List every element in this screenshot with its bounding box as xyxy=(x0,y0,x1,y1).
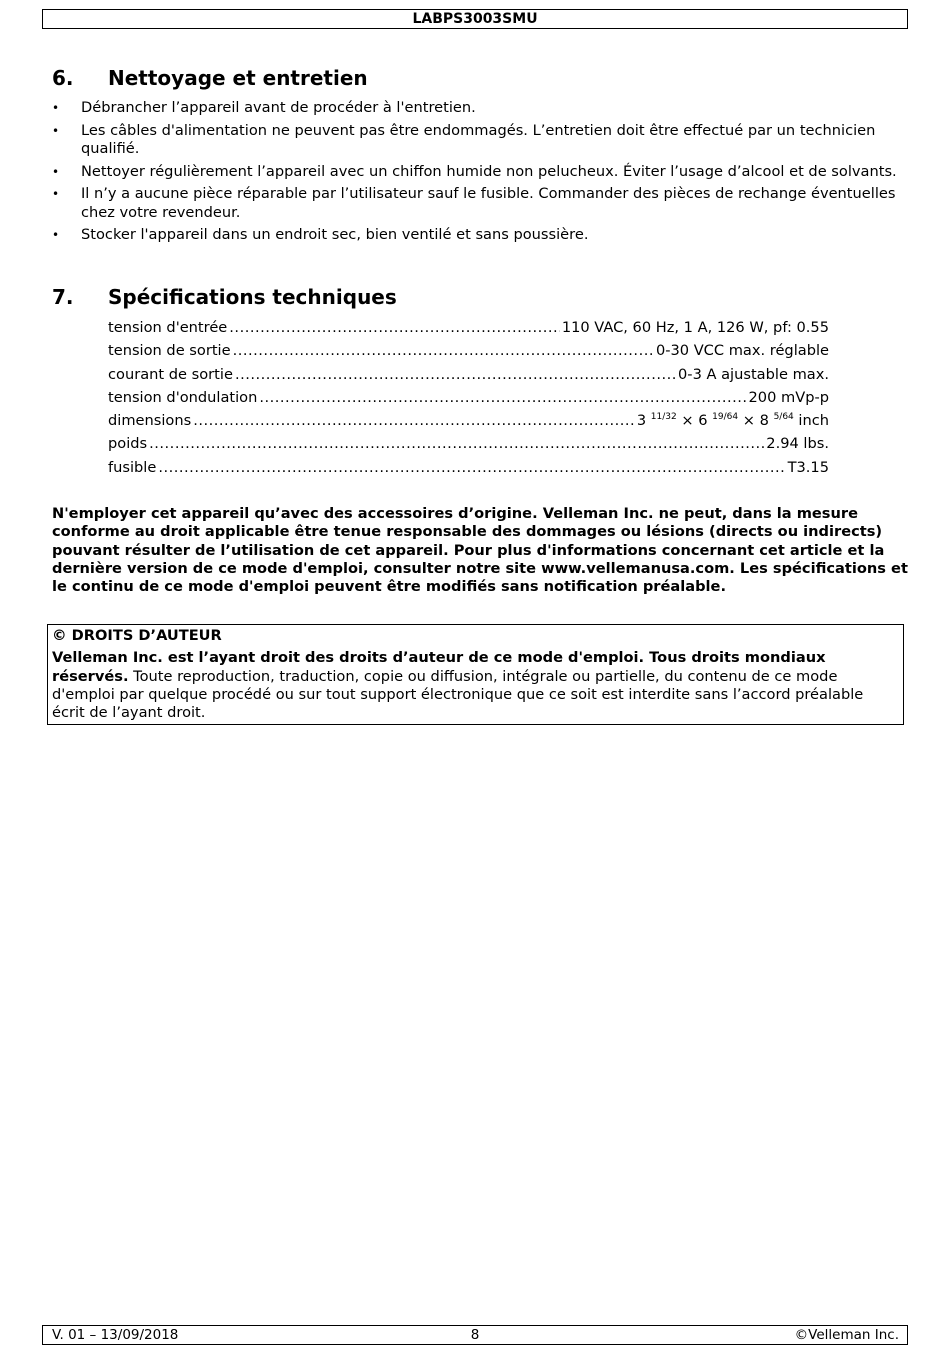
maintenance-list xyxy=(52,99,902,249)
leader-dots xyxy=(158,459,785,476)
copyright-lead: Velleman Inc. est l’ayant droit des droits d’auteur de ce mode d'emploi. Tous droits mondiaux réservés. xyxy=(52,649,826,685)
list-item: • Stocker l'appareil dans un endroit sec, bien ventilé et sans poussière. xyxy=(52,226,902,245)
model-name: LABPS3003SMU xyxy=(412,11,538,27)
leader-dots xyxy=(149,435,764,452)
spec-label: tension d'entrée xyxy=(108,319,228,336)
times-sign: × xyxy=(742,412,755,430)
copyright-box xyxy=(47,624,904,725)
section-7-number: 7. xyxy=(52,285,74,309)
dim-depth-fraction: 19/64 xyxy=(712,412,739,423)
dim-width-fraction: 11/32 xyxy=(650,412,677,423)
spec-value: T3.15 xyxy=(787,458,829,476)
section-6-heading xyxy=(52,66,368,90)
spec-label: poids xyxy=(108,435,148,453)
spec-label: fusible xyxy=(108,458,157,476)
page-number: 8 xyxy=(470,1327,480,1343)
specifications-table xyxy=(108,319,829,482)
spec-label: tension de sortie xyxy=(108,342,231,360)
spec-row-output-current xyxy=(108,366,829,389)
spec-row-dimensions xyxy=(108,412,829,435)
spec-row-fuse xyxy=(108,459,829,482)
times-sign: × xyxy=(681,412,694,430)
list-item: • Les câbles d'alimentation ne peuvent pas être endommagés. L’entretien doit être effectué par un technicien qualifié. xyxy=(52,122,902,159)
copyright-body: Toute reproduction, traduction, copie ou diffusion, intégrale ou partielle, du contenu de ce mode d'emploi par quelque procédé ou sur tout support électronique que ce soit est interdite sans l’accord préalable écrit de l’ayant droit. xyxy=(52,667,864,722)
spec-label: tension d'ondulation xyxy=(108,388,258,406)
leader-dots xyxy=(233,342,654,359)
page-footer xyxy=(42,1325,908,1345)
dim-depth: 6 xyxy=(698,412,708,430)
spec-value: 200 mVp-p xyxy=(748,388,829,406)
section-6-title: Nettoyage et entretien xyxy=(108,66,368,90)
leader-dots xyxy=(229,319,560,336)
spec-value: 2.94 lbs. xyxy=(766,435,829,453)
spec-value: 110 VAC, 60 Hz, 1 A, 126 W, pf: 0.55 xyxy=(561,319,829,336)
spec-value xyxy=(637,412,829,429)
copyright-text xyxy=(52,649,899,722)
list-item: • Nettoyer régulièrement l’appareil avec un chiffon humide non pelucheux. Éviter l’usage d’alcool et de solvants. xyxy=(52,163,902,182)
leader-dots xyxy=(259,389,746,406)
leader-dots xyxy=(235,366,676,383)
section-7-title: Spécifications techniques xyxy=(108,285,397,309)
spec-row-output-voltage xyxy=(108,342,829,365)
spec-label: dimensions xyxy=(108,412,192,430)
copyright-brand: ©Velleman Inc. xyxy=(794,1327,899,1343)
list-item: • Il n’y a aucune pièce réparable par l’utilisateur sauf le fusible. Commander des pièces de rechange éventuelles chez votre revendeur. xyxy=(52,185,902,222)
spec-row-input-voltage xyxy=(108,319,829,342)
version-date: V. 01 – 13/09/2018 xyxy=(52,1327,179,1343)
spec-value: 0-3 A ajustable max. xyxy=(678,365,829,383)
spec-row-weight xyxy=(108,435,829,458)
dim-height: 8 xyxy=(759,412,769,430)
disclaimer-notice: N'employer cet appareil qu’avec des accessoires d’origine. Velleman Inc. ne peut, dans la mesure conforme au droit applicable être tenue responsable des dommages ou lésions (directs ou indirects) pouvant résulter de l’utilisation de cet appareil. Pour plus d'informations concernant cet article et la dernière version de ce mode d'emploi, consulter notre site www.vellemanusa.com. Les spécifications et le continu de ce mode d'emploi peuvent être modifiés sans notification préalable. xyxy=(52,505,908,596)
section-7-heading xyxy=(52,285,397,309)
copyright-title: © DROITS D’AUTEUR xyxy=(52,627,222,644)
spec-label: courant de sortie xyxy=(108,365,233,383)
dim-unit: inch xyxy=(798,412,829,430)
spec-value: 0-30 VCC max. réglable xyxy=(655,342,829,360)
spec-row-ripple-voltage xyxy=(108,389,829,412)
list-item: • Débrancher l’appareil avant de procéder à l'entretien. xyxy=(52,99,902,118)
section-6-number: 6. xyxy=(52,66,74,90)
leader-dots xyxy=(193,412,635,429)
dim-height-fraction: 5/64 xyxy=(773,412,794,423)
page-header xyxy=(42,9,908,29)
dim-width: 3 xyxy=(636,412,647,430)
